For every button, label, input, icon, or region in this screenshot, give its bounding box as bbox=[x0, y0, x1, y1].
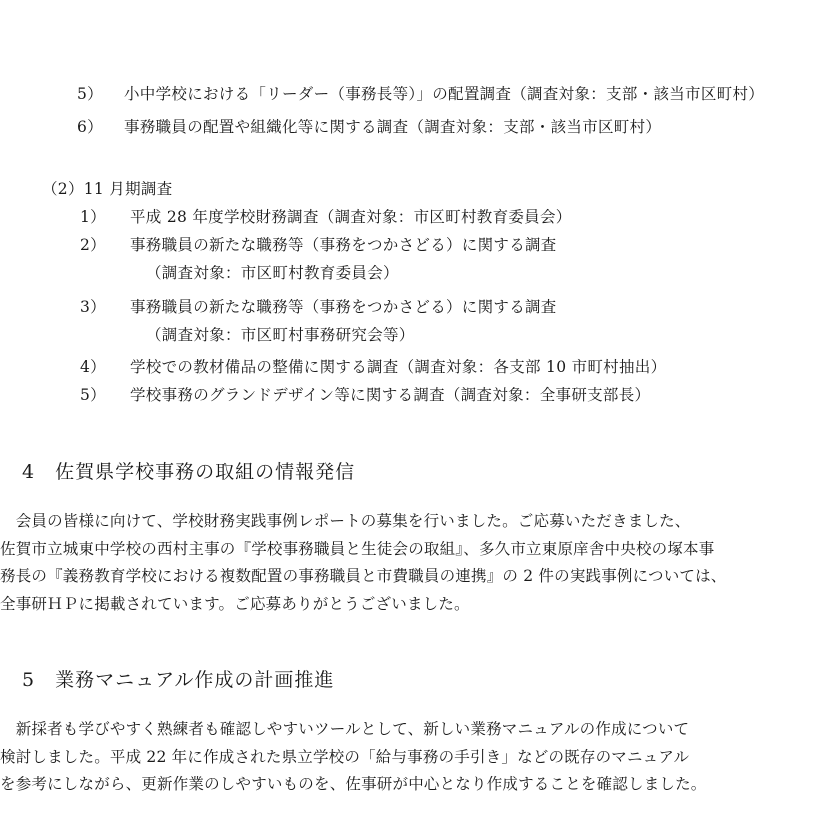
paragraph-line: 新採者も学びやすく熟練者も確認しやすいツールとして、新しい業務マニュアルの作成について bbox=[0, 720, 690, 738]
item-number: 2） bbox=[80, 236, 106, 254]
paragraph-line: を参考にしながら、更新作業のしやすいものを、佐事研が中心となり作成することを確認しました。 bbox=[0, 775, 707, 793]
subsection-heading: （2）11 月期調査 bbox=[42, 180, 173, 198]
item-text: 小中学校における「リーダー（事務長等）」の配置調査（調査対象：支部・該当市区町村） bbox=[124, 85, 765, 103]
item-number: 6） bbox=[77, 118, 103, 136]
item-number: 5） bbox=[77, 85, 103, 103]
section-heading: 5 業務マニュアル作成の計画推進 bbox=[22, 669, 335, 691]
list-item bbox=[80, 385, 650, 405]
item-text: 学校での教材備品の整備に関する調査（調査対象：各支部 10 市町村抽出） bbox=[130, 358, 667, 376]
section-paragraph bbox=[0, 508, 822, 618]
item-text: 事務職員の新たな職務等（事務をつかさどる）に関する調査 bbox=[130, 298, 557, 316]
paragraph-line: 佐賀市立城東中学校の西村主事の『学校事務職員と生徒会の取組』、多久市立東原庠舎中央校の塚本事 bbox=[0, 539, 715, 558]
list-item bbox=[80, 207, 572, 227]
list-item bbox=[80, 357, 666, 377]
item-subtext: （調査対象：市区町村事務研究会等） bbox=[146, 326, 415, 344]
section-heading: 4 佐賀県学校事務の取組の情報発信 bbox=[22, 461, 356, 483]
list-item bbox=[77, 84, 764, 104]
list-item bbox=[77, 117, 661, 137]
item-text: 平成 28 年度学校財務調査（調査対象：市区町村教育委員会） bbox=[130, 208, 572, 226]
list-item bbox=[80, 297, 557, 317]
paragraph-line: 会員の皆様に向けて、学校財務実践事例レポートの募集を行いました。ご応募いただきました、 bbox=[0, 512, 691, 530]
item-text: 事務職員の新たな職務等（事務をつかさどる）に関する調査 bbox=[130, 236, 557, 254]
item-number: 3） bbox=[80, 298, 106, 316]
item-subtext: （調査対象：市区町村教育委員会） bbox=[146, 264, 399, 282]
paragraph-line: 全事研ＨＰに掲載されています。ご応募ありがとうございました。 bbox=[0, 594, 470, 613]
item-number: 5） bbox=[80, 386, 106, 404]
item-number: 4） bbox=[80, 358, 106, 376]
item-text: 事務職員の配置や組織化等に関する調査（調査対象：支部・該当市区町村） bbox=[124, 118, 662, 136]
paragraph-line: 務長の『義務教育学校における複数配置の事務職員と市費職員の連携』の 2 件の実践事例については、 bbox=[0, 567, 727, 585]
paragraph-line: 検討しました。平成 22 年に作成された県立学校の「給与事務の手引き」などの既存のマニュアル bbox=[0, 747, 690, 766]
section-paragraph bbox=[0, 716, 822, 799]
item-number: 1） bbox=[80, 208, 106, 226]
list-item bbox=[80, 235, 557, 255]
item-text: 学校事務のグランドデザイン等に関する調査（調査対象：全事研支部長） bbox=[130, 386, 651, 404]
